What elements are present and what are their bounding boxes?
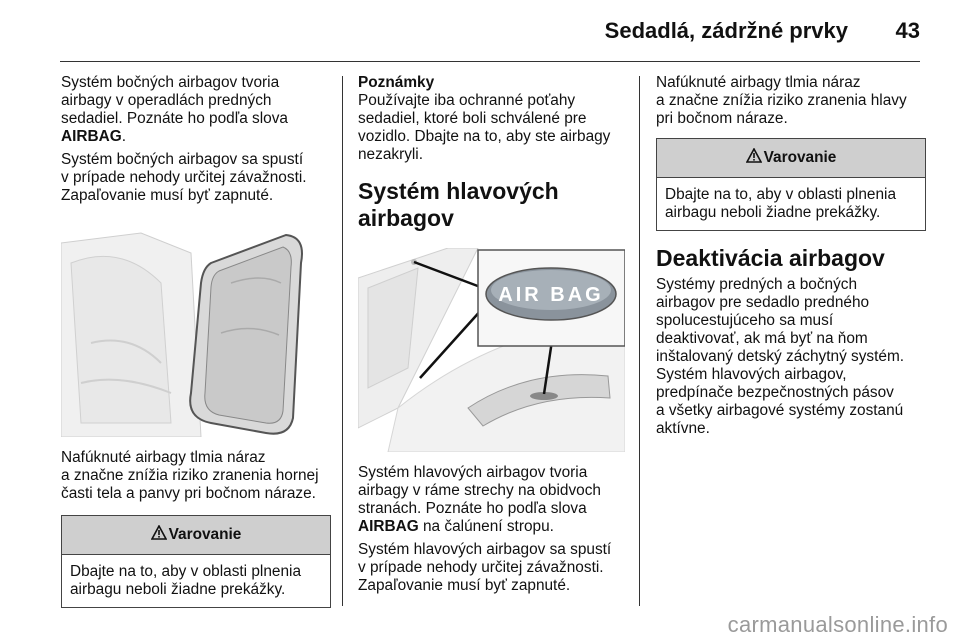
- paragraph: Systém bočných airbagov tvoria airbagy v operadlách predných sedadiel. Poznáte ho podľa slova AIRBAG.: [61, 74, 288, 145]
- warning-body: Dbajte na to, aby v oblasti plnenia airbagu neboli žiadne prekážky.: [70, 563, 302, 598]
- warning-box: [656, 138, 926, 231]
- warning-triangle-icon: [151, 525, 167, 540]
- column-divider: [639, 76, 640, 606]
- paragraph: Systém hlavových airbagov tvoria airbagy v ráme strechy na obidvoch stranách. Poznáte ho podľa slova AIRBAG na čalúnení stropu.: [358, 464, 601, 535]
- watermark: carmanualsonline.info: [727, 612, 948, 637]
- page-title: Sedadlá, zádržné prvky: [604, 18, 848, 43]
- paragraph: Systém hlavových airbagov sa spustí v prípade nehody určitej závažnosti. Zapaľovanie musí byť zapnuté.: [358, 541, 612, 594]
- side-airbag-illustration: [61, 223, 328, 437]
- paragraph: Nafúknuté airbagy tlmia náraz a značne znížia riziko zranenia hornej časti tela a panvy pri bočnom náraze.: [61, 449, 319, 502]
- paragraph: Systém bočných airbagov sa spustí v prípade nehody určitej závažnosti. Zapaľovanie musí byť zapnuté.: [61, 151, 307, 204]
- page-number: 43: [895, 18, 920, 43]
- column-3: [656, 74, 926, 443]
- column-2: [358, 74, 628, 600]
- paragraph: Nafúknuté airbagy tlmia náraz a značne znížia riziko zranenia hlavy pri bočnom náraze.: [656, 74, 907, 127]
- section-heading: Deaktivácia airbagov: [656, 245, 885, 271]
- header-rule: [60, 61, 920, 62]
- head-airbag-illustration: [358, 248, 625, 452]
- paragraph: Systémy predných a bočných airbagov pre sedadlo predného spolucestujúceho sa musí deaktivovať, ak má byť na ňom inštalovaný detský záchytný systém. Systém hlavových airbagov, predpínače bezpečnostných pásov a všetky airbagové systémy zostanú aktívne.: [656, 276, 905, 437]
- warning-header: [62, 516, 330, 555]
- airbag-keyword: AIRBAG: [358, 518, 419, 535]
- warning-title: Varovanie: [168, 526, 242, 543]
- column-1: [61, 74, 331, 608]
- warning-body: Dbajte na to, aby v oblasti plnenia airbagu neboli žiadne prekážky.: [665, 186, 897, 221]
- warning-triangle-icon: [746, 148, 762, 163]
- section-heading: Systém hlavových airbagov: [358, 178, 559, 231]
- warning-box: [61, 515, 331, 608]
- column-divider: [342, 76, 343, 606]
- airbag-keyword: AIRBAG: [61, 128, 122, 145]
- warning-header: [657, 139, 925, 178]
- note-title: Poznámky: [358, 74, 435, 91]
- airbag-badge-text: AIR BAG: [498, 284, 604, 306]
- page-header: [0, 0, 960, 60]
- warning-title: Varovanie: [763, 149, 837, 166]
- note: Poznámky Používajte iba ochranné poťahy sedadiel, ktoré boli schválené pre vozidlo. Dbajte na to, aby ste airbagy nezakryli.: [358, 74, 611, 163]
